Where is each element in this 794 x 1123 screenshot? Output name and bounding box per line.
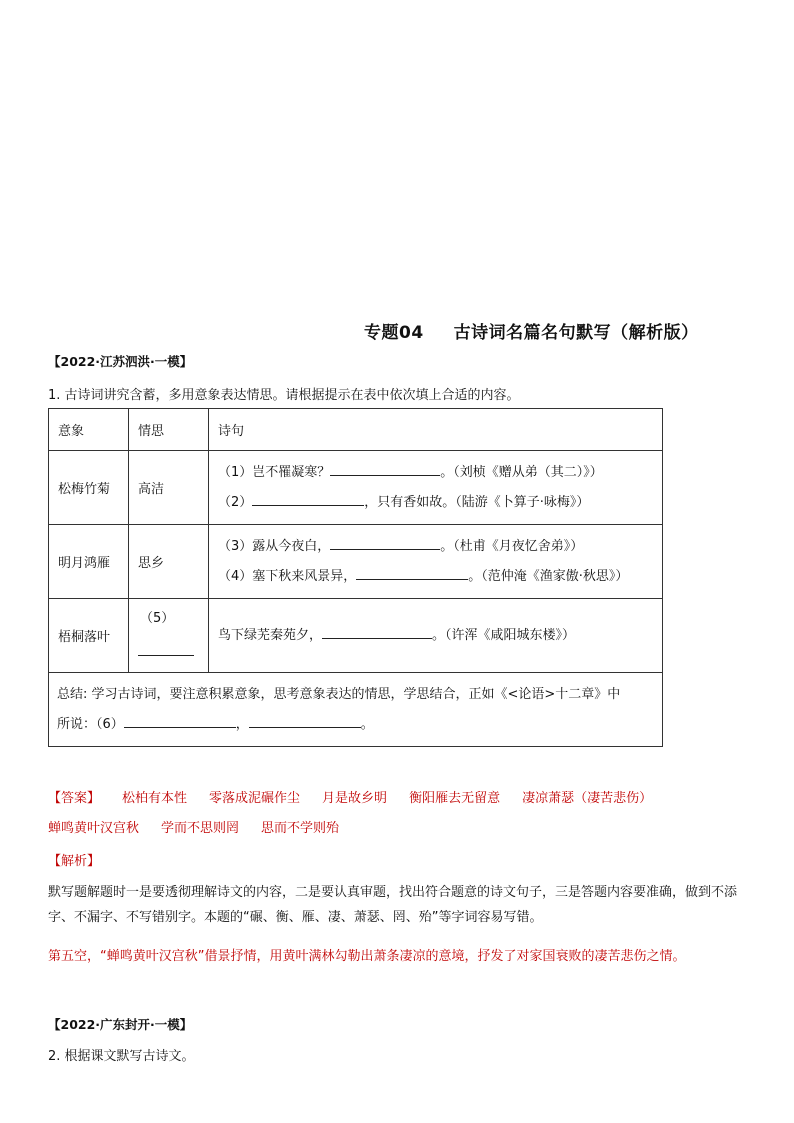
verse-text: （1）岂不罹凝寒？ [218,464,331,480]
answer-blank-5[interactable] [138,641,194,656]
summary-line-1: 总结: 学习古诗词，要注意积累意象，思考意象表达的情思，学思结合，正如《<论语>十二章》中 [57,686,621,702]
answer-blank-2[interactable] [252,491,364,506]
summary-text: 所说：（6） [57,716,124,732]
answer-item: 衡阳雁去无留意 [409,791,501,806]
answer-label: 【答案】 [48,791,101,806]
summary-row [49,673,663,747]
header-feeling: 情思 [129,409,209,451]
row-verses [209,451,663,525]
answer-item: 零落成泥碾作尘 [209,791,301,806]
answer-blank-5b[interactable] [322,624,432,639]
answer-blank-4[interactable] [356,565,468,580]
verse-text: 。（许浑《咸阳城东楼》） [432,627,576,643]
summary-text: ， [235,716,249,732]
analysis-paragraph-2: 第五空，“蝉鸣黄叶汉宫秋”借景抒情，用黄叶满林勾勒出萧条凄凉的意境，抒发了对家国衰败的凄苦悲伤之情。 [48,949,686,964]
answer-blank-6b[interactable] [249,713,361,728]
row-verses [209,525,663,599]
verse-text: ，只有香如故。（陆游《卜算子·咏梅》） [364,494,590,510]
row-image: 松梅竹菊 [49,451,129,525]
analysis-label: 【解析】 [48,854,101,869]
header-verse: 诗句 [209,409,663,451]
verse-text: 。（刘桢《赠从弟（其二）》） [440,464,603,480]
poem-table [48,408,663,747]
table-row [49,599,663,673]
analysis-text: 默写题解题时一是要透彻理解诗文的内容，二是要认真审题，找出符合题意的诗文句子，三是答题内容要准确，做到不添字、不漏字、不写错别字。本题的“碾、衡、雁、凄、萧瑟、罔、殆”等字词容易写错。 [48,885,738,925]
answer-item: 蝉鸣黄叶汉宫秋 [48,821,140,836]
blank-number: （5） [140,610,175,626]
verse-text: （4）塞下秋来风景异， [218,568,357,584]
answer-item: 月是故乡明 [322,791,388,806]
row-verses [209,599,663,673]
q2-source: 【2022·广东封开·一模】 [48,1017,193,1032]
answer-item: 松柏有本性 [122,791,188,806]
q2-stem: 2. 根据课文默写古诗文。 [48,1049,195,1064]
title-part-number: 专题04 [364,323,424,343]
summary-cell [49,673,663,747]
answer-blank-3[interactable] [330,535,440,550]
verse-text: （2） [218,494,253,510]
answer-blank-1[interactable] [330,461,440,476]
table-header-row [49,409,663,451]
row-image: 明月鸿雁 [49,525,129,599]
answer-item: 凄凉萧瑟（凄苦悲伤） [522,791,653,806]
verse-text: 。（范仲淹《渔家傲·秋思》） [468,568,629,584]
verse-text: 。（杜甫《月夜忆舍弟》） [440,538,584,554]
answer-block [48,784,748,844]
row-feeling [129,599,209,673]
row-image: 梧桐落叶 [49,599,129,673]
title-part-text: 古诗词名篇名句默写（解析版） [453,323,699,343]
verse-text: （3）露从今夜白， [218,538,331,554]
q1-source: 【2022·江苏泗洪·一模】 [48,354,193,369]
answer-item: 学而不思则罔 [161,821,240,836]
q1-stem: 1. 古诗词讲究含蓄，多用意象表达情思。请根据提示在表中依次填上合适的内容。 [48,388,520,403]
table-row [49,451,663,525]
row-feeling: 思乡 [129,525,209,599]
answer-blank-6a[interactable] [124,713,236,728]
header-image: 意象 [49,409,129,451]
page-title [364,318,764,343]
verse-text: 鸟下绿芜秦苑夕， [218,627,323,643]
summary-text: 。 [360,716,374,732]
analysis-paragraph-1 [48,880,754,930]
table-row [49,525,663,599]
row-feeling: 高洁 [129,451,209,525]
answer-item: 思而不学则殆 [261,821,340,836]
